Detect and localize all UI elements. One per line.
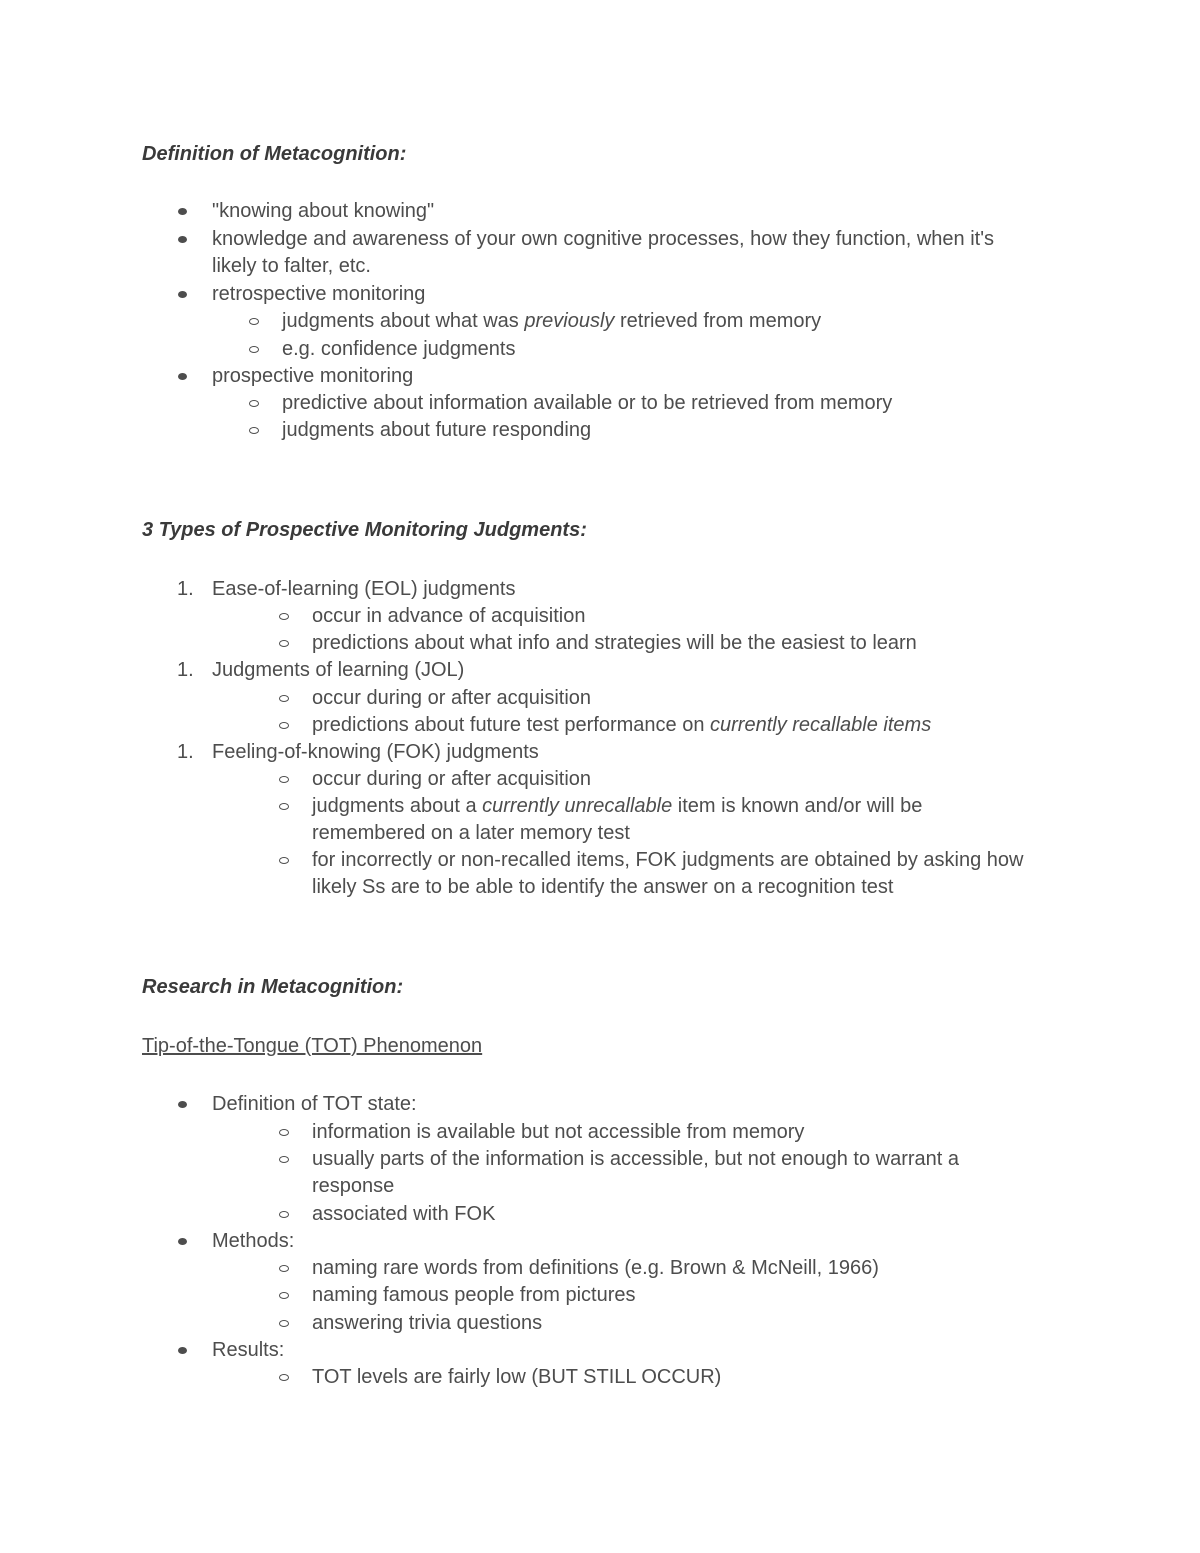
sub-bullet-icon <box>279 1292 289 1299</box>
section-heading-prospective-types: 3 Types of Prospective Monitoring Judgments: <box>142 519 587 541</box>
list-item: "knowing about knowing" <box>212 200 435 222</box>
sub-bullet-icon <box>249 427 259 434</box>
numbered-item: Ease-of-learning (EOL) judgments <box>212 578 516 600</box>
sub-list-item: naming famous people from pictures <box>312 1284 636 1306</box>
bullet-icon <box>178 208 187 215</box>
bullet-icon <box>178 373 187 380</box>
sub-list-item-continuation: remembered on a later memory test <box>312 822 630 844</box>
sub-bullet-icon <box>279 613 289 620</box>
list-item: Methods: <box>212 1230 295 1252</box>
sub-list-item: occur during or after acquisition <box>312 768 592 790</box>
numbered-item: Feeling-of-knowing (FOK) judgments <box>212 741 539 763</box>
section-heading-research: Research in Metacognition: <box>142 976 404 998</box>
list-item: Results: <box>212 1339 285 1361</box>
list-item: prospective monitoring <box>212 365 414 387</box>
sub-bullet-icon <box>279 857 289 864</box>
sub-list-item: for incorrectly or non-recalled items, FOK judgments are obtained by asking how <box>312 849 1024 871</box>
sub-bullet-icon <box>249 318 259 325</box>
sub-bullet-icon <box>249 400 259 407</box>
list-number: 1. <box>177 578 194 600</box>
sub-list-item: associated with FOK <box>312 1203 496 1225</box>
sub-list-item: judgments about what was previously retrieved from memory <box>282 310 822 332</box>
bullet-icon <box>178 291 187 298</box>
sub-list-item: naming rare words from definitions (e.g. Brown & McNeill, 1966) <box>312 1257 879 1279</box>
bullet-icon <box>178 1101 187 1108</box>
subsection-heading-tot: Tip-of-the-Tongue (TOT) Phenomenon <box>142 1035 483 1057</box>
sub-bullet-icon <box>279 776 289 783</box>
sub-list-item: e.g. confidence judgments <box>282 338 516 360</box>
sub-list-item: predictions about what info and strategies will be the easiest to learn <box>312 632 917 654</box>
sub-list-item: answering trivia questions <box>312 1312 543 1334</box>
sub-bullet-icon <box>279 1265 289 1272</box>
sub-bullet-icon <box>279 695 289 702</box>
sub-list-item: usually parts of the information is accessible, but not enough to warrant a <box>312 1148 960 1170</box>
sub-bullet-icon <box>279 1156 289 1163</box>
sub-bullet-icon <box>279 1211 289 1218</box>
list-item: Definition of TOT state: <box>212 1093 417 1115</box>
sub-bullet-icon <box>279 640 289 647</box>
sub-bullet-icon <box>279 803 289 810</box>
list-number: 1. <box>177 741 194 763</box>
bullet-icon <box>178 236 187 243</box>
sub-list-item: predictive about information available or to be retrieved from memory <box>282 392 893 414</box>
sub-list-item: occur during or after acquisition <box>312 687 592 709</box>
sub-bullet-icon <box>279 722 289 729</box>
sub-list-item: information is available but not accessible from memory <box>312 1121 805 1143</box>
list-item: retrospective monitoring <box>212 283 426 305</box>
sub-list-item: occur in advance of acquisition <box>312 605 586 627</box>
bullet-icon <box>178 1238 187 1245</box>
sub-list-item: TOT levels are fairly low (BUT STILL OCCUR) <box>312 1366 722 1388</box>
sub-bullet-icon <box>249 346 259 353</box>
section-heading-definition: Definition of Metacognition: <box>142 143 407 165</box>
sub-list-item: predictions about future test performance on currently recallable items <box>312 714 932 736</box>
list-number: 1. <box>177 659 194 681</box>
bullet-icon <box>178 1347 187 1354</box>
sub-bullet-icon <box>279 1129 289 1136</box>
sub-list-item: judgments about future responding <box>282 419 592 441</box>
sub-list-item-continuation: likely Ss are to be able to identify the answer on a recognition test <box>312 876 894 898</box>
sub-list-item: judgments about a currently unrecallable item is known and/or will be <box>312 795 923 817</box>
sub-list-item-continuation: response <box>312 1175 395 1197</box>
sub-bullet-icon <box>279 1320 289 1327</box>
list-item: knowledge and awareness of your own cognitive processes, how they function, when it's <box>212 228 995 250</box>
list-item-continuation: likely to falter, etc. <box>212 255 371 277</box>
numbered-item: Judgments of learning (JOL) <box>212 659 465 681</box>
sub-bullet-icon <box>279 1374 289 1381</box>
